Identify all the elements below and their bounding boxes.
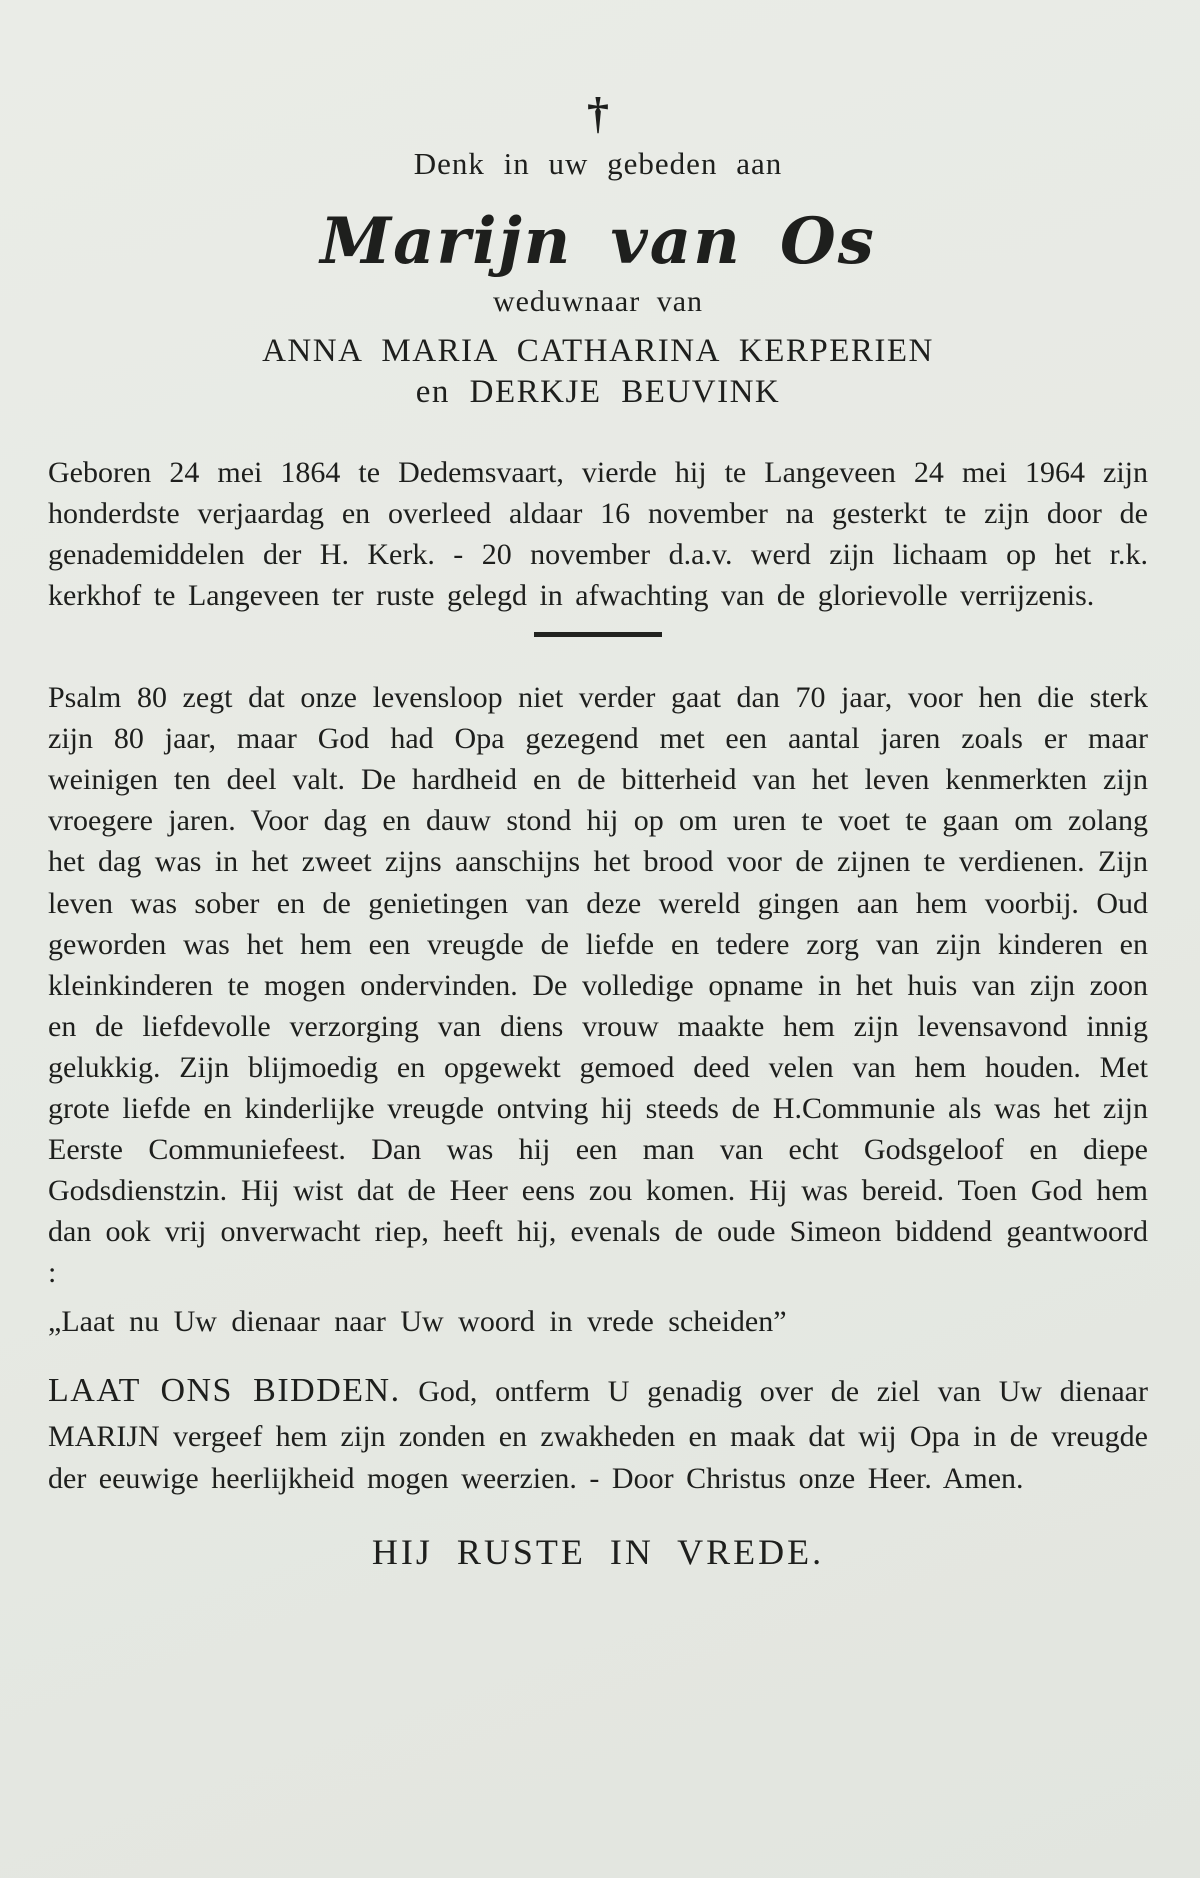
prayer-lead-in: LAAT ONS BIDDEN. bbox=[48, 1372, 401, 1410]
deceased-name: Marijn van Os bbox=[320, 204, 876, 279]
biography-paragraph: Geboren 24 mei 1864 te Dedemsvaart, vierde hij te Langeveen 24 mei 1964 zijn honderdste verjaardag en overleed aldaar 16 november na gesterkt te zijn door de genademiddelen der H. Kerk. - 20 november d.a.v. werd zijn lichaam op het r.k. kerkhof te Langeveen ter ruste gelegd in afwachting van de glorievolle verrijzenis. bbox=[48, 455, 1148, 612]
cross-icon: † bbox=[587, 89, 609, 138]
eulogy-paragraph: Psalm 80 zegt dat onze levensloop niet verder gaat dan 70 jaar, voor hen die sterk zijn 80 jaar, maar God had Opa gezegend met een aantal jaren zoals er maar weinigen ten deel valt. De hardheid en de bitterheid van het leven kenmerkten zijn vroegere jaren. Voor dag en dauw stond hij op om uren te voet te gaan om zolang het dag was in het zweet zijns aanschijns het brood voor de zijnen te verdienen. Zijn leven was sober en de genietingen van deze wereld gingen aan hem voorbij. Oud geworden was het hem een vreugde de liefde en tedere zorg van zijn kinderen en kleinkinderen te mogen ondervinden. De volledige opname in het huis van zijn zoon en de liefdevolle verzorging van diens vrouw maakte hem zijn levensavond innig gelukkig. Zijn blijmoedig en opgewekt gemoed deed velen van hem houden. Met grote liefde en kinderlijke vreugde ontving hij steeds de H.Communie als was het zijn Eerste Communiefeest. Dan was hij een man van echt Godsgeloof en diepe Godsdienstzin. Hij wist dat de Heer eens zou komen. Hij was bereid. Toen God hem dan ook vrij onverwacht riep, heeft hij, evenals de oude Simeon biddend geantwoord : bbox=[48, 681, 1148, 1290]
spouse-name-second: en DERKJE BEUVINK bbox=[415, 374, 781, 411]
intro-text: Denk in uw gebeden aan bbox=[413, 146, 783, 181]
closing-line: HIJ RUSTE IN VREDE. bbox=[371, 1531, 825, 1572]
spouse-name-first: ANNA MARIA CATHARINA KERPERIEN bbox=[262, 333, 934, 370]
widower-subtitle: weduwnaar van bbox=[492, 285, 704, 319]
prayer-body: God, ontferm U genadig over de ziel van Uw dienaar MARIJN vergeef hem zijn zonden en zwakheden en maak dat wij Opa in de vreugde der eeuwige heerlijkheid mogen weerzien. - Door Christus onze Heer. Amen. bbox=[48, 1375, 1148, 1496]
prayer-paragraph bbox=[48, 1367, 1148, 1500]
scripture-quote: „Laat nu Uw dienaar naar Uw woord in vrede scheiden” bbox=[48, 1305, 787, 1339]
section-divider bbox=[534, 632, 662, 637]
